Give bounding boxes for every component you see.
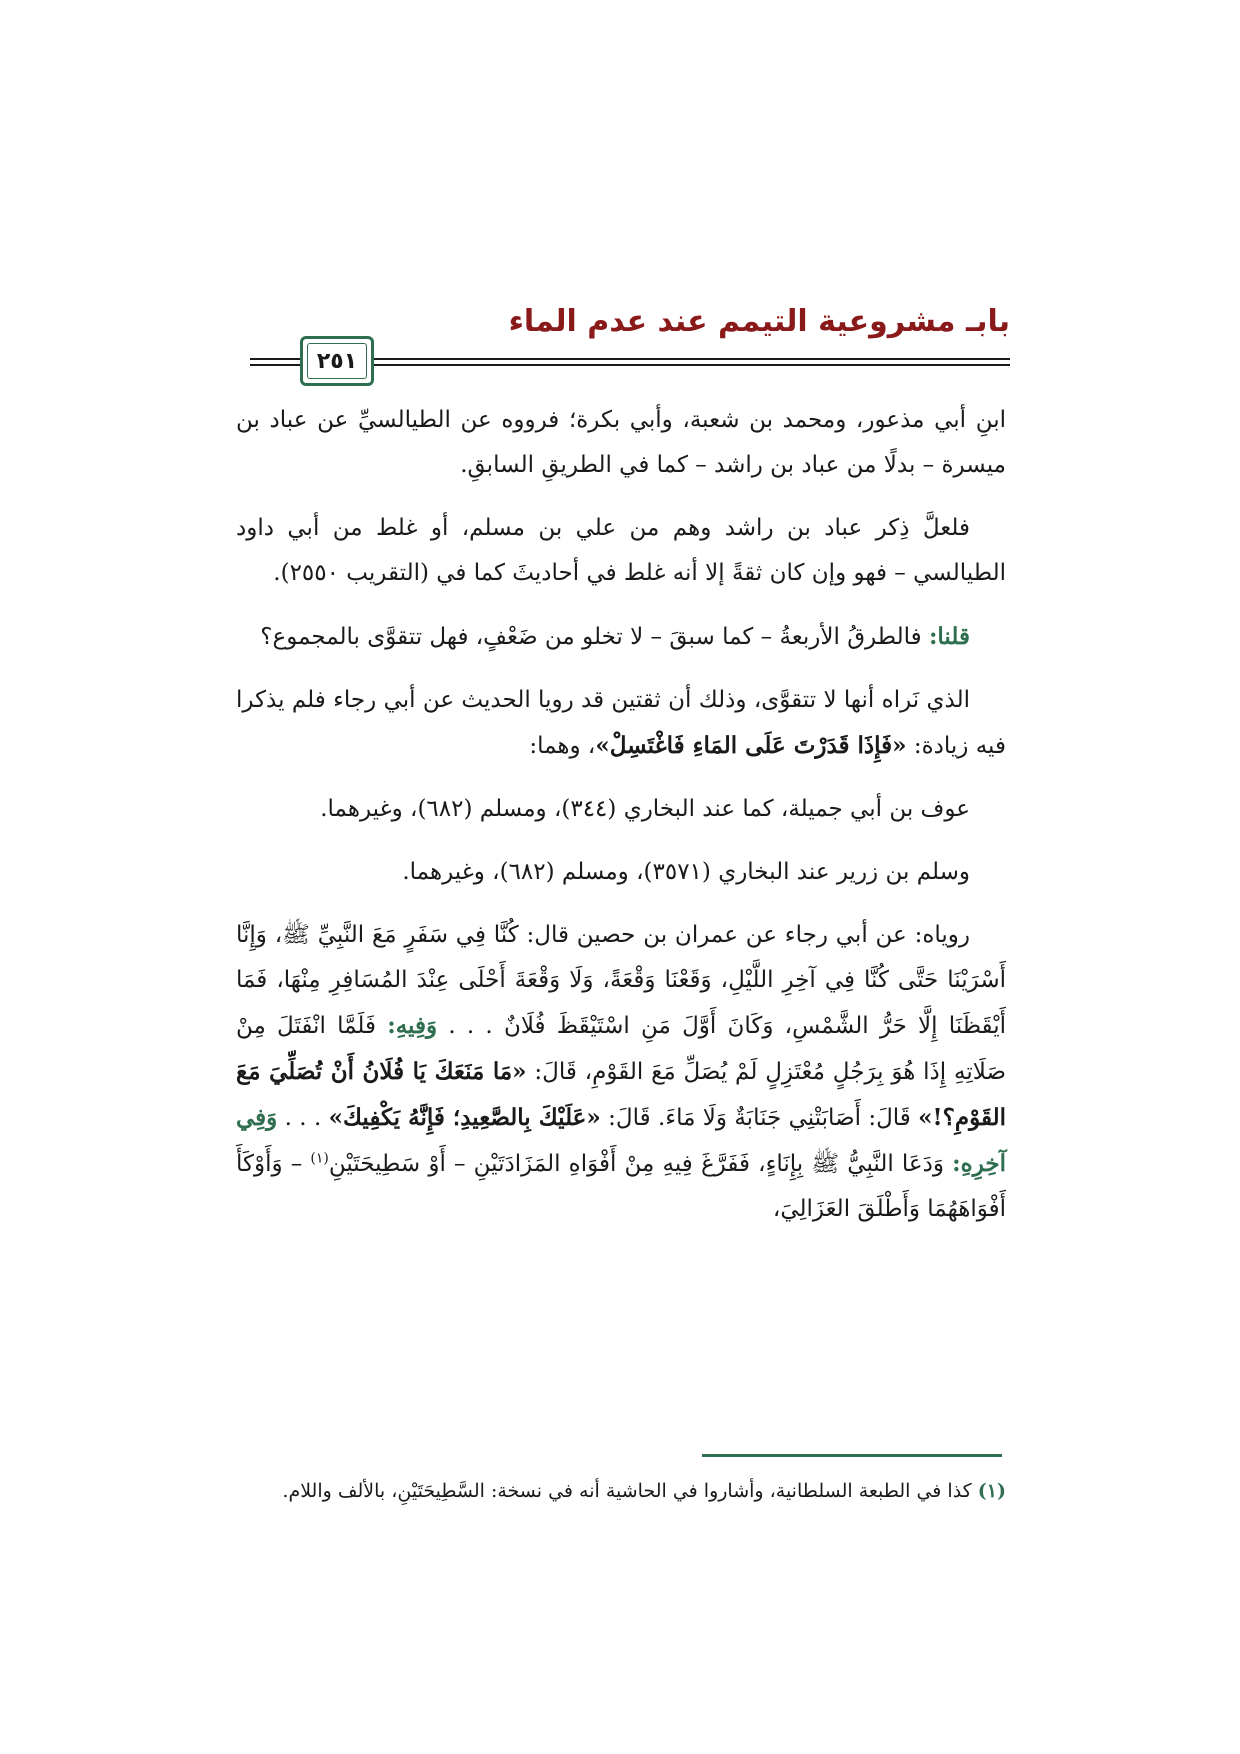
main-text (236, 398, 1006, 1250)
keyword-wafihi: وَفِيهِ: (387, 1012, 438, 1039)
hadith-quote: «عَلَيْكَ بِالصَّعِيدِ؛ فَإِنَّهُ يَكْفِيكَ» (328, 1104, 601, 1131)
footnote-text: كذا في الطبعة السلطانية، وأشاروا في الحاشية أنه في نسخة: السَّطِيحَتَيْنِ، بالألف واللام. (282, 1480, 978, 1502)
paragraph-3-text: فالطرقُ الأربعةُ – كما سبقَ – لا تخلو من ضَعْفٍ، فهل تتقوَّى بالمجموع؟ (260, 624, 922, 650)
paragraph-7-text-d: . . . (277, 1105, 329, 1131)
paragraph-2-text: فلعلَّ ذِكر عباد بن راشد وهم من علي بن مسلم، أو غلط من أبي داود الطيالسي – فهو وإن كان ثقةً إلا أنه غلط في أحاديثَ كما في (التقريب ٢٥٥٠). (236, 515, 1006, 586)
footnote (236, 1472, 1006, 1510)
paragraph-1 (236, 398, 1006, 488)
paragraph-7-text-b: فَلَمَّا انْفَتَلَ مِنْ صَلَاتِهِ إِذَا هُوَ بِرَجُلٍ مُعْتَزِلٍ لَمْ يُصَلِّ مَعَ القَوْمِ، قَالَ: (236, 1013, 1006, 1085)
paragraph-7 (236, 913, 1006, 1232)
paragraph-2 (236, 506, 1006, 596)
paragraph-5 (236, 787, 1006, 832)
footnote-reference[interactable]: (١) (310, 1150, 329, 1167)
page-number: ٢٥١ (316, 348, 358, 374)
footnote-number: (١) (977, 1480, 1006, 1502)
paragraph-1-text: ابنِ أبي مذعور، ومحمد بن شعبة، وأبي بكرة؛ فرووه عن الطيالسيِّ عن عباد بن ميسرة – بدلًا من عباد بن راشد – كما في الطريقِ السابقِ. (236, 407, 1006, 478)
paragraph-7-text-e: وَدَعَا النَّبِيُّ ﷺ بِإِنَاءٍ، فَفَرَّغَ فِيهِ مِنْ أَفْوَاهِ المَزَادَتَيْنِ – أَوْ سَطِيحَتَيْنِ (328, 1151, 953, 1177)
paragraph-7-text-c: قَالَ: أَصَابَتْنِي جَنَابَةٌ وَلَا مَاءَ. قَالَ: (600, 1105, 919, 1131)
paragraph-4-text-b: ، وهما: (529, 733, 596, 759)
keyword-wafi-akhirihi: وَفِي آخِرِهِ: (236, 1104, 1006, 1177)
hadith-quote: «مَا مَنَعَكَ يَا فُلَانُ أَنْ تُصَلِّيَ مَعَ القَوْمِ؟!» (236, 1058, 1007, 1131)
paragraph-4 (236, 678, 1006, 769)
paragraph-6 (236, 850, 1006, 895)
chapter-title: بابـ مشروعية التيمم عند عدم الماء (508, 304, 1010, 339)
paragraph-4-text-a: الذي نَراه أنها لا تتقوَّى، وذلك أن ثقتين قد رويا الحديث عن أبي رجاء فلم يذكرا فيه زيادة: (236, 687, 1006, 759)
hadith-quote: «فَإِذَا قَدَرْتَ عَلَى المَاءِ فَاغْتَسِلْ» (595, 732, 907, 759)
page-header (250, 300, 1010, 374)
paragraph-7-text-a: روياه: عن أبي رجاء عن عمران بن حصين قال: كُنَّا فِي سَفَرٍ مَعَ النَّبِيِّ ﷺ، وَإِنَّا أَسْرَيْنَا حَتَّى كُنَّا فِي آخِرِ اللَّيْلِ، وَقَعْنَا وَقْعَةً، وَلَا وَقْعَةَ أَحْلَى عِنْدَ المُسَافِرِ مِنْهَا، فَمَا أَيْقَظَنَا إِلَّا حَرُّ الشَّمْسِ، وَكَانَ أَوَّلَ مَنِ اسْتَيْقَظَ فُلَانٌ . . . (236, 922, 1006, 1039)
paragraph-7-text-f: – وَأَوْكَأَ أَفْوَاهَهُمَا وَأَطْلَقَ العَزَالِيَ، (236, 1151, 1006, 1222)
paragraph-5-text: عوف بن أبي جميلة، كما عند البخاري (٣٤٤)، ومسلم (٦٨٢)، وغيرهما. (320, 796, 970, 822)
footnote-divider (702, 1454, 1002, 1457)
paragraph-3 (236, 614, 1006, 660)
page-number-badge (300, 336, 374, 386)
paragraph-6-text: وسلم بن زرير عند البخاري (٣٥٧١)، ومسلم (٦٨٢)، وغيرهما. (402, 859, 970, 885)
keyword-qulna: قلنا: (928, 623, 970, 650)
